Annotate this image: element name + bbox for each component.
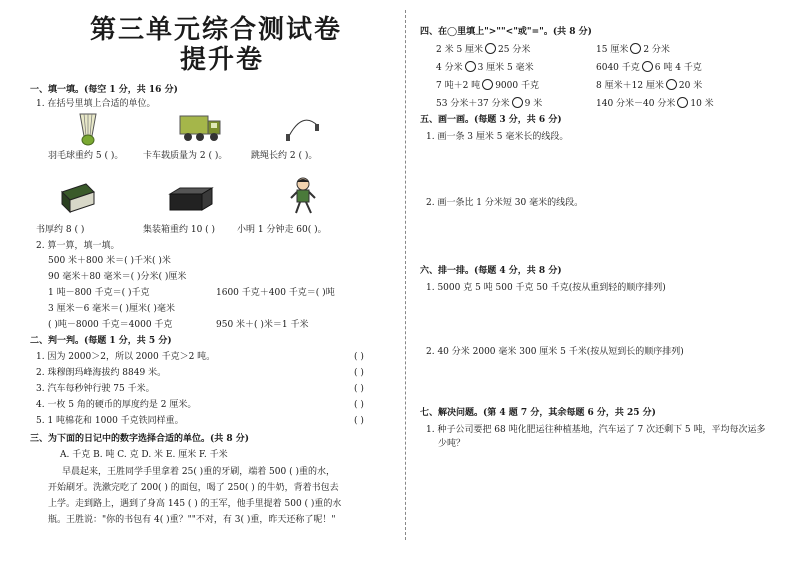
- compare-circle[interactable]: [642, 61, 653, 72]
- answer-bracket[interactable]: ( ): [354, 400, 364, 410]
- section-4-heading: 四、在◯里填上">""<"或"="。(共 8 分): [420, 27, 592, 37]
- compare-circle[interactable]: [630, 43, 641, 54]
- drawing-area-2[interactable]: [426, 212, 756, 260]
- s6-q2: 2. 40 分米 2000 毫米 300 厘米 5 千米(按从短到长的顺序排列): [426, 347, 684, 357]
- section-2-heading: 二、判一判。(每题 1 分，共 5 分): [30, 336, 172, 346]
- s1-row2-item3: 小明 1 分钟走 60( )。: [237, 225, 327, 235]
- s1-row2-item2: 集装箱重约 10 ( ): [143, 225, 216, 235]
- compare-row: 6040 千克 6 吨 4 千克: [596, 63, 702, 73]
- judge-item: 5. 1 吨棉花和 1000 千克铁同样重。: [36, 416, 184, 426]
- calc-line: 1 吨－800 千克＝( )千克: [48, 288, 150, 298]
- diary-line: 早晨起来，王胜同学手里拿着 25( )重的牙刷，端着 500 ( )重的水，: [62, 467, 335, 477]
- solution-area-1[interactable]: [426, 454, 756, 534]
- compare-circle[interactable]: [465, 61, 476, 72]
- diary-line: 瓶。王胜说："你的书包有 4( )重？""不对，有 3( )重，昨天还称了呢！": [48, 515, 336, 525]
- container-box-icon: [168, 186, 214, 212]
- page-title: 第三单元综合测试卷: [90, 15, 343, 45]
- calc-line: 1600 千克＋400 千克＝( )吨: [216, 288, 335, 298]
- answer-bracket[interactable]: ( ): [354, 352, 364, 362]
- s1-row2-item1: 书厚约 8 ( ): [36, 225, 85, 235]
- compare-circle[interactable]: [666, 79, 677, 90]
- calc-line: 90 毫米＋80 毫米＝( )分米( )厘米: [48, 272, 187, 282]
- compare-row: 4 分米 3 厘米 5 毫米: [436, 63, 534, 73]
- truck-icon: [178, 112, 222, 144]
- compare-row: 53 分米＋37 分米 9 米: [436, 99, 543, 109]
- column-divider: [405, 10, 406, 540]
- answer-bracket[interactable]: ( ): [354, 384, 364, 394]
- sorting-area-1[interactable]: [426, 298, 756, 338]
- judge-item: 3. 汽车每秒钟行驶 75 千米。: [36, 384, 155, 394]
- compare-circle[interactable]: [677, 97, 688, 108]
- boy-walking-icon: [288, 176, 318, 216]
- compare-row: 15 厘米 2 分米: [596, 45, 670, 55]
- section-1-heading: 一、填一填。(每空 1 分，共 16 分): [30, 85, 178, 95]
- compare-row: 8 厘米＋12 厘米 20 米: [596, 81, 703, 91]
- shuttlecock-icon: [74, 112, 102, 146]
- diary-line: 开始刷牙。洗漱完吃了 200( ) 的面包，喝了 250( ) 的牛奶，背着书包去: [48, 483, 339, 493]
- calc-line: ( )吨－8000 千克＝4000 千克: [48, 320, 173, 330]
- unit-options: A. 千克 B. 吨 C. 克 D. 米 E. 厘米 F. 千米: [60, 450, 228, 460]
- calc-line: 950 米＋( )米＝1 千米: [216, 320, 309, 330]
- calc-line: 3 厘米－6 毫米＝( )厘米( )毫米: [48, 304, 175, 314]
- judge-item: 4. 一枚 5 角的硬币的厚度约是 2 厘米。: [36, 400, 197, 410]
- s7-q1-line2: 少吨？: [438, 439, 466, 449]
- calc-line: 500 米＋800 米＝( )千米( )米: [48, 256, 171, 266]
- compare-row: 2 米 5 厘米 25 分米: [436, 45, 531, 55]
- compare-circle[interactable]: [482, 79, 493, 90]
- section-6-heading: 六、排一排。(每题 4 分，共 8 分): [420, 266, 562, 276]
- drawing-area-1[interactable]: [426, 146, 756, 192]
- sorting-area-2[interactable]: [426, 362, 756, 402]
- book-icon: [58, 182, 96, 214]
- section-3-heading: 三、为下面的日记中的数字选择合适的单位。(共 8 分): [30, 434, 250, 444]
- right-column: [420, 0, 770, 561]
- answer-bracket[interactable]: ( ): [354, 416, 364, 426]
- section-5-heading: 五、画一画。(每题 3 分，共 6 分): [420, 115, 562, 125]
- s5-q1: 1. 画一条 3 厘米 5 毫米长的线段。: [426, 132, 569, 142]
- answer-bracket[interactable]: ( ): [354, 368, 364, 378]
- s7-q1-line1: 1. 种子公司要把 68 吨化肥运往种植基地，汽车运了 7 次还剩下 5 吨，平均每次运多: [426, 425, 766, 435]
- diary-line: 上学。走到路上，遇到了身高 145 ( ) 的王军，他手里提着 500 ( )重的水: [48, 499, 342, 509]
- jump-rope-icon: [284, 116, 322, 142]
- s1-row1-item2: 卡车载质量为 2 ( )。: [143, 151, 228, 161]
- s1-q2: 2. 算一算，填一填。: [36, 241, 120, 251]
- compare-row: 140 分米－40 分米 10 米: [596, 99, 714, 109]
- page-subtitle: 提升卷: [180, 45, 265, 75]
- compare-row: 7 吨＋2 吨 9000 千克: [436, 81, 539, 91]
- s1-row1-item3: 跳绳长约 2 ( )。: [251, 151, 318, 161]
- s6-q1: 1. 5000 克 5 吨 500 千克 50 千克(按从重到轻的顺序排列): [426, 283, 666, 293]
- section-7-heading: 七、解决问题。(第 4 题 7 分，其余每题 6 分，共 25 分): [420, 408, 656, 418]
- compare-circle[interactable]: [512, 97, 523, 108]
- compare-circle[interactable]: [485, 43, 496, 54]
- s5-q2: 2. 画一条比 1 分米短 30 毫米的线段。: [426, 198, 584, 208]
- left-column: [30, 0, 388, 561]
- judge-item: 2. 珠穆朗玛峰海拔约 8849 米。: [36, 368, 167, 378]
- judge-item: 1. 因为 2000＞2，所以 2000 千克＞2 吨。: [36, 352, 216, 362]
- s1-row1-item1: 羽毛球重约 5 ( )。: [48, 151, 124, 161]
- s1-q1: 1. 在括号里填上合适的单位。: [36, 99, 156, 109]
